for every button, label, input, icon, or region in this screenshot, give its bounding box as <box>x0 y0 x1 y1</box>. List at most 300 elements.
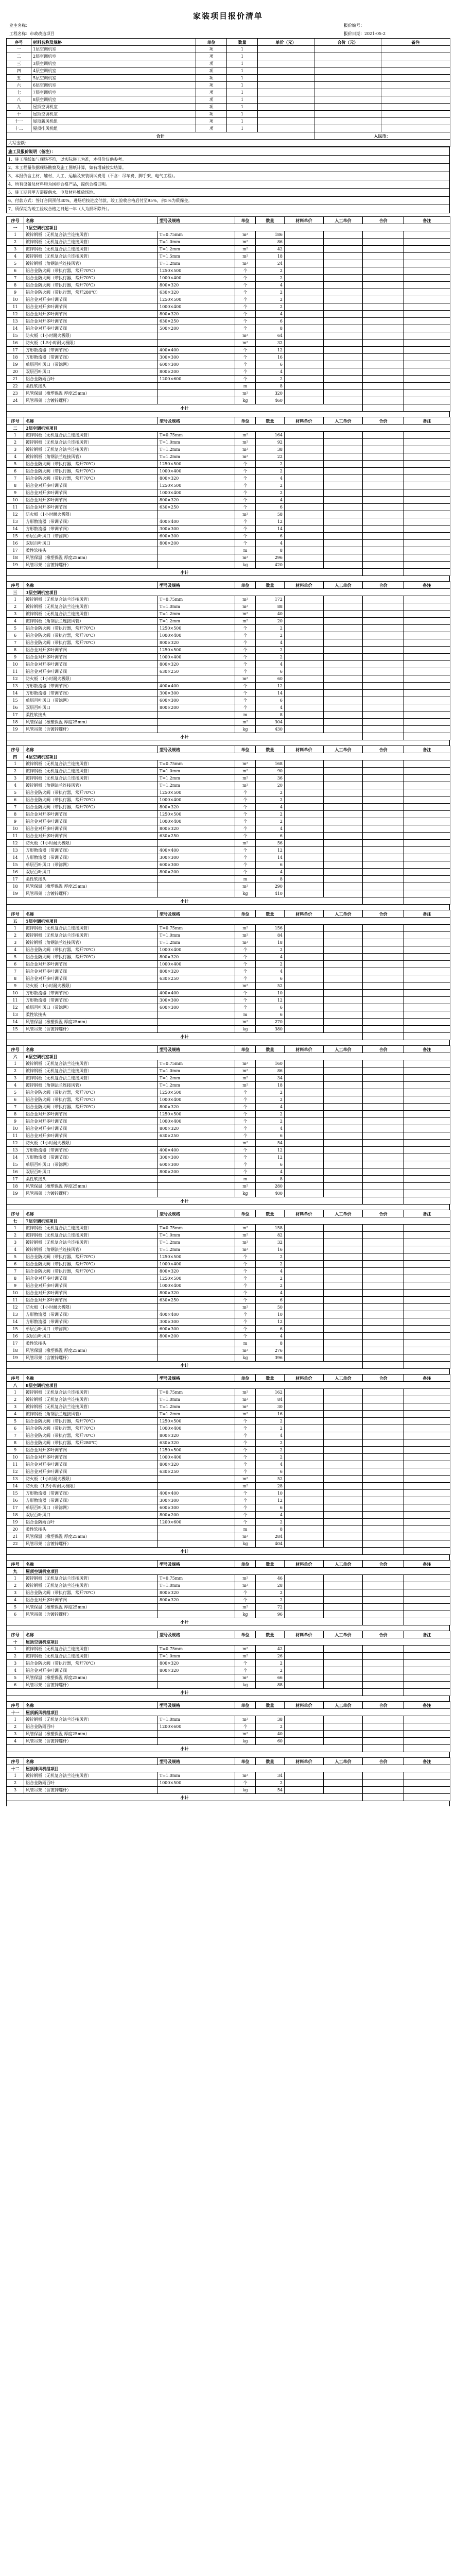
item-unit: m² <box>235 1019 256 1026</box>
item-remark <box>404 1067 450 1075</box>
summary-cell-price <box>258 104 314 111</box>
section-item-row <box>7 1026 450 1033</box>
section-item-row <box>7 1161 450 1168</box>
client-label: 业主名称： <box>9 23 30 28</box>
section-item-row <box>7 683 450 690</box>
item-labor-price <box>324 340 363 347</box>
item-labor-price <box>324 397 363 404</box>
item-unit: 个 <box>235 1723 256 1731</box>
summary-row <box>7 89 450 96</box>
item-material-price <box>285 876 324 883</box>
item-index: 19 <box>7 890 24 897</box>
item-unit: 个 <box>235 1454 256 1461</box>
item-material-price <box>285 890 324 897</box>
section-item-row <box>7 1667 450 1674</box>
item-amount <box>363 1011 404 1019</box>
item-amount <box>363 497 404 504</box>
item-labor-price <box>324 311 363 318</box>
item-labor-price <box>324 383 363 390</box>
section-item-row <box>7 1674 450 1682</box>
item-index: 2 <box>7 439 24 446</box>
item-index: 19 <box>7 1190 24 1197</box>
item-labor-price <box>324 789 363 796</box>
item-remark <box>404 939 450 946</box>
item-spec: 800×320 <box>158 1597 235 1604</box>
item-remark <box>404 1290 450 1297</box>
item-material-price <box>285 954 324 961</box>
item-material-price <box>285 1290 324 1297</box>
item-name: 镀锌钢板（无机复合法兰连接风管） <box>24 1653 158 1660</box>
item-remark <box>404 782 450 789</box>
item-spec: 600×300 <box>158 861 235 869</box>
item-spec: T=1.2mm <box>158 1246 235 1253</box>
item-name: 风管保温（橡塑保温 厚度25mm） <box>24 1183 158 1190</box>
item-name: 镀锌钢板（无机复合法兰连接风管） <box>24 760 158 768</box>
item-amount <box>363 482 404 489</box>
item-remark <box>404 347 450 354</box>
item-labor-price <box>324 1275 363 1282</box>
section-table <box>6 1210 450 1369</box>
summary-cell-remark <box>381 60 450 67</box>
item-material-price <box>285 1125 324 1132</box>
notes-table <box>6 147 450 213</box>
section-spacer <box>6 1205 450 1210</box>
item-name: 铝合金防火阀（带执行器，常开280℃） <box>24 1439 158 1447</box>
item-amount <box>363 289 404 296</box>
item-remark <box>404 647 450 654</box>
item-spec: 1000×400 <box>158 961 235 968</box>
item-qty: 6 <box>256 1132 285 1140</box>
item-remark <box>404 439 450 446</box>
item-unit: m² <box>235 1403 256 1411</box>
item-labor-price <box>324 1787 363 1794</box>
item-qty: 6 <box>256 1004 285 1011</box>
item-name: 铝合金防火阀（带执行器，常开70℃） <box>24 1418 158 1425</box>
item-spec: 1000×400 <box>158 1261 235 1268</box>
item-qty: 12 <box>256 1318 285 1326</box>
section-item-row <box>7 303 450 311</box>
item-labor-price <box>324 697 363 704</box>
section-table <box>6 1701 450 1752</box>
item-name: 方形散流器（带调节阀） <box>24 354 158 361</box>
section-item-row <box>7 982 450 990</box>
item-index: 5 <box>7 461 24 468</box>
item-name: 方形散流器（带调节阀） <box>24 1318 158 1326</box>
section-item-row <box>7 1533 450 1540</box>
section-item-row <box>7 432 450 439</box>
section-item-row <box>7 804 450 811</box>
item-index: 21 <box>7 376 24 383</box>
note-text: 5、施工期间甲方需提供水、电及材料堆放场地。 <box>7 189 450 197</box>
section-col-header: 数量 <box>256 1046 285 1053</box>
section-title: 屋顶空调机室项目 <box>24 1568 450 1575</box>
item-index: 23 <box>7 390 24 397</box>
item-spec: 630×250 <box>158 975 235 982</box>
item-spec: 630×250 <box>158 318 235 325</box>
item-qty: 2 <box>256 275 285 282</box>
section-item-row <box>7 1611 450 1618</box>
item-index: 14 <box>7 526 24 533</box>
item-amount <box>363 1674 404 1682</box>
item-remark <box>404 383 450 390</box>
item-amount <box>363 303 404 311</box>
item-amount <box>363 1340 404 1347</box>
item-unit: m² <box>235 1772 256 1780</box>
item-amount <box>363 296 404 303</box>
item-spec: T=1.2mm <box>158 782 235 789</box>
item-unit: 个 <box>235 1326 256 1333</box>
section-col-header: 材料单价 <box>285 1758 324 1765</box>
item-labor-price <box>324 1125 363 1132</box>
summary-col-qty: 数量 <box>227 39 258 46</box>
section-col-header: 名称 <box>24 217 158 224</box>
item-index: 19 <box>7 361 24 368</box>
item-amount <box>363 1533 404 1540</box>
item-labor-price <box>324 690 363 697</box>
item-material-price <box>285 1147 324 1154</box>
item-qty: 164 <box>256 432 285 439</box>
item-qty: 2 <box>256 1660 285 1667</box>
item-material-price <box>285 1089 324 1096</box>
item-name: 风管吊架（含镀锌螺杆） <box>24 1611 158 1618</box>
item-amount <box>363 939 404 946</box>
item-spec: 800×320 <box>158 1432 235 1439</box>
item-index: 4 <box>7 946 24 954</box>
item-spec: 800×200 <box>158 1512 235 1519</box>
item-unit: 个 <box>235 1461 256 1468</box>
section-total-amount <box>363 733 404 740</box>
item-labor-price <box>324 239 363 246</box>
item-material-price <box>285 1490 324 1497</box>
item-material-price <box>285 1660 324 1667</box>
item-spec: T=0.75mm <box>158 1646 235 1653</box>
item-labor-price <box>324 511 363 518</box>
item-material-price <box>285 1461 324 1468</box>
item-unit: 个 <box>235 318 256 325</box>
item-remark <box>404 1418 450 1425</box>
section-item-row <box>7 990 450 997</box>
item-amount <box>363 782 404 789</box>
item-unit: kg <box>235 1682 256 1689</box>
item-qty: 2 <box>256 625 285 632</box>
item-amount <box>363 368 404 376</box>
item-amount <box>363 1282 404 1290</box>
section-col-header: 合价 <box>363 582 404 589</box>
item-remark <box>404 1154 450 1161</box>
section-col-header: 名称 <box>24 582 158 589</box>
item-amount <box>363 1067 404 1075</box>
item-remark <box>404 482 450 489</box>
item-unit: 个 <box>235 625 256 632</box>
item-name: 方形散流器（带调节阀） <box>24 854 158 861</box>
item-material-price <box>285 1540 324 1548</box>
item-labor-price <box>324 1540 363 1548</box>
item-unit: 个 <box>235 311 256 318</box>
item-remark <box>404 854 450 861</box>
item-qty: 2 <box>256 1275 285 1282</box>
section-col-header: 名称 <box>24 746 158 753</box>
section-item-row <box>7 1232 450 1239</box>
item-spec: 800×320 <box>158 968 235 975</box>
item-qty: 14 <box>256 526 285 533</box>
item-remark <box>404 1060 450 1067</box>
item-amount <box>363 1582 404 1589</box>
item-labor-price <box>324 1403 363 1411</box>
item-remark <box>404 246 450 253</box>
item-unit: 个 <box>235 1004 256 1011</box>
note-text: 6、付款方式：签订合同预付30%，进场后按进度付款，竣工验收合格后付至95%，余5%为质保金。 <box>7 197 450 205</box>
section-col-header: 材料单价 <box>285 1631 324 1638</box>
item-spec <box>158 397 235 404</box>
item-spec: T=0.75mm <box>158 596 235 603</box>
item-amount <box>363 596 404 603</box>
item-amount <box>363 1168 404 1176</box>
item-material-price <box>285 854 324 861</box>
item-remark <box>404 760 450 768</box>
item-material-price <box>285 647 324 654</box>
item-remark <box>404 654 450 661</box>
item-spec <box>158 1304 235 1311</box>
item-amount <box>363 1504 404 1512</box>
item-material-price <box>285 861 324 869</box>
item-material-price <box>285 1604 324 1611</box>
section-spacer <box>6 740 450 745</box>
item-index: 18 <box>7 354 24 361</box>
item-spec: T=0.75mm <box>158 925 235 932</box>
item-unit: m² <box>235 1389 256 1396</box>
item-qty: 8 <box>256 876 285 883</box>
item-index: 15 <box>7 861 24 869</box>
item-material-price <box>285 1772 324 1780</box>
section-col-header: 人工单价 <box>324 1631 363 1638</box>
item-index: 22 <box>7 1540 24 1548</box>
item-material-price <box>285 775 324 782</box>
item-spec: 300×300 <box>158 854 235 861</box>
section-total-amount <box>363 897 404 905</box>
item-index: 8 <box>7 1275 24 1282</box>
summary-cell-index: 九 <box>7 104 31 111</box>
item-labor-price <box>324 1304 363 1311</box>
item-index: 4 <box>7 253 24 260</box>
item-spec: T=1.0mm <box>158 239 235 246</box>
section-item-row <box>7 390 450 397</box>
item-material-price <box>285 946 324 954</box>
section-item-row <box>7 1326 450 1333</box>
item-amount <box>363 554 404 562</box>
item-labor-price <box>324 1519 363 1526</box>
section-total-label: 小计 <box>7 1548 363 1555</box>
item-qty: 172 <box>256 596 285 603</box>
item-remark <box>404 796 450 804</box>
item-amount <box>363 1519 404 1526</box>
item-name: 铝合金对开多叶调节阀 <box>24 1461 158 1468</box>
item-unit: 个 <box>235 1253 256 1261</box>
item-spec <box>158 719 235 726</box>
summary-cell-qty: 1 <box>227 96 258 104</box>
item-qty: 4 <box>256 1168 285 1176</box>
item-unit: m <box>235 876 256 883</box>
section-title: 屋顶空调机室项目 <box>24 1638 450 1646</box>
summary-cell-amount <box>314 118 381 125</box>
item-amount <box>363 453 404 461</box>
item-spec <box>158 390 235 397</box>
item-index: 17 <box>7 711 24 719</box>
section-col-header: 合价 <box>363 417 404 425</box>
item-spec: 800×320 <box>158 282 235 289</box>
item-qty: 2 <box>256 1447 285 1454</box>
section-index: 一 <box>7 224 24 231</box>
item-remark <box>404 267 450 275</box>
item-name: 镀锌钢板（角钢法兰连接风管） <box>24 260 158 267</box>
item-material-price <box>285 318 324 325</box>
item-unit: m <box>235 1011 256 1019</box>
item-name: 防火板（1小时耐火极限） <box>24 1304 158 1311</box>
item-unit: 个 <box>235 376 256 383</box>
item-remark <box>404 1504 450 1512</box>
item-name: 镀锌钢板（无机复合法兰连接风管） <box>24 1075 158 1082</box>
item-amount <box>363 1589 404 1597</box>
item-name: 方形散流器（带调节阀） <box>24 347 158 354</box>
item-name: 柔性软接头 <box>24 1176 158 1183</box>
item-spec: T=0.75mm <box>158 1225 235 1232</box>
item-qty: 42 <box>256 246 285 253</box>
item-remark <box>404 625 450 632</box>
item-index: 18 <box>7 1512 24 1519</box>
item-labor-price <box>324 1425 363 1432</box>
item-remark <box>404 511 450 518</box>
section-title: 屋顶排风机组项目 <box>24 1765 450 1772</box>
item-unit: 个 <box>235 1589 256 1597</box>
item-material-price <box>285 1731 324 1738</box>
section-item-row <box>7 1082 450 1089</box>
item-unit: m² <box>235 883 256 890</box>
section-col-header: 备注 <box>404 1561 450 1568</box>
item-remark <box>404 1483 450 1490</box>
item-remark <box>404 1318 450 1326</box>
item-remark <box>404 1674 450 1682</box>
item-amount <box>363 468 404 475</box>
summary-cell-amount <box>314 104 381 111</box>
item-unit: m² <box>235 840 256 847</box>
item-unit: 个 <box>235 325 256 332</box>
item-qty: 28 <box>256 1483 285 1490</box>
section-item-row <box>7 796 450 804</box>
item-index: 17 <box>7 1504 24 1512</box>
item-name: 镀锌钢板（角钢法兰连接风管） <box>24 1082 158 1089</box>
section-total-remark <box>404 897 450 905</box>
item-labor-price <box>324 997 363 1004</box>
item-unit: m² <box>235 1225 256 1232</box>
item-index: 2 <box>7 1780 24 1787</box>
item-unit: 个 <box>235 1132 256 1140</box>
item-name: 铝合金防火阀（带执行器，常开70℃） <box>24 468 158 475</box>
item-material-price <box>285 719 324 726</box>
item-spec: 400×400 <box>158 1311 235 1318</box>
item-labor-price <box>324 1147 363 1154</box>
item-qty: 66 <box>256 1674 285 1682</box>
section-col-header: 型号及规格 <box>158 1702 235 1709</box>
item-qty: 6 <box>256 1468 285 1476</box>
item-index: 3 <box>7 775 24 782</box>
item-name: 防火板（1.5小时耐火极限） <box>24 1483 158 1490</box>
item-unit: m <box>235 1340 256 1347</box>
summary-words-label: 大写金额： <box>7 140 450 147</box>
item-spec: 300×300 <box>158 1154 235 1161</box>
section-title: 2层空调机室项目 <box>24 425 450 432</box>
item-material-price <box>285 661 324 668</box>
item-unit: m <box>235 1176 256 1183</box>
item-amount <box>363 1490 404 1497</box>
section-total-label: 小计 <box>7 1689 363 1696</box>
item-unit: 个 <box>235 946 256 954</box>
section-item-row <box>7 1089 450 1096</box>
item-unit: m² <box>235 675 256 683</box>
item-material-price <box>285 997 324 1004</box>
item-unit: m² <box>235 340 256 347</box>
item-material-price <box>285 1318 324 1326</box>
item-remark <box>404 1089 450 1096</box>
item-labor-price <box>324 1646 363 1653</box>
item-spec: 800×200 <box>158 368 235 376</box>
section-item-row <box>7 1575 450 1582</box>
item-name: 双层百叶风口 <box>24 704 158 711</box>
section-item-row <box>7 1282 450 1290</box>
section-item-row <box>7 554 450 562</box>
item-labor-price <box>324 990 363 997</box>
item-material-price <box>285 1333 324 1340</box>
item-labor-price <box>324 1738 363 1745</box>
item-name: 镀锌钢板（无机复合法兰连接风管） <box>24 239 158 246</box>
section-item-row <box>7 1154 450 1161</box>
section-title: 屋顶新风机组项目 <box>24 1709 450 1716</box>
item-unit: 个 <box>235 1497 256 1504</box>
item-material-price <box>285 1512 324 1519</box>
item-labor-price <box>324 1096 363 1104</box>
section-item-row <box>7 1304 450 1311</box>
item-remark <box>404 489 450 497</box>
item-index: 3 <box>7 611 24 618</box>
item-labor-price <box>324 1067 363 1075</box>
item-remark <box>404 1468 450 1476</box>
section-total-row <box>7 1794 450 1801</box>
item-unit: 个 <box>235 267 256 275</box>
item-remark <box>404 1004 450 1011</box>
section-item-row <box>7 340 450 347</box>
item-amount <box>363 1190 404 1197</box>
item-labor-price <box>324 1396 363 1403</box>
item-index: 19 <box>7 726 24 733</box>
item-name: 镀锌钢板（无机复合法兰连接风管） <box>24 768 158 775</box>
item-remark <box>404 1461 450 1468</box>
item-index: 2 <box>7 1232 24 1239</box>
item-material-price <box>285 833 324 840</box>
item-name: 方形散流器（带调节阀） <box>24 1490 158 1497</box>
section-item-row <box>7 260 450 267</box>
summary-cell-qty: 1 <box>227 82 258 89</box>
item-labor-price <box>324 1418 363 1425</box>
item-amount <box>363 526 404 533</box>
summary-cell-unit: 项 <box>196 125 227 132</box>
item-spec: 300×300 <box>158 997 235 1004</box>
item-remark <box>404 1582 450 1589</box>
item-labor-price <box>324 603 363 611</box>
item-amount <box>363 518 404 526</box>
item-material-price <box>285 603 324 611</box>
item-unit: m <box>235 1526 256 1533</box>
item-name: 镀锌钢板（无机复合法兰连接风管） <box>24 446 158 453</box>
item-unit: m² <box>235 775 256 782</box>
item-remark <box>404 825 450 833</box>
